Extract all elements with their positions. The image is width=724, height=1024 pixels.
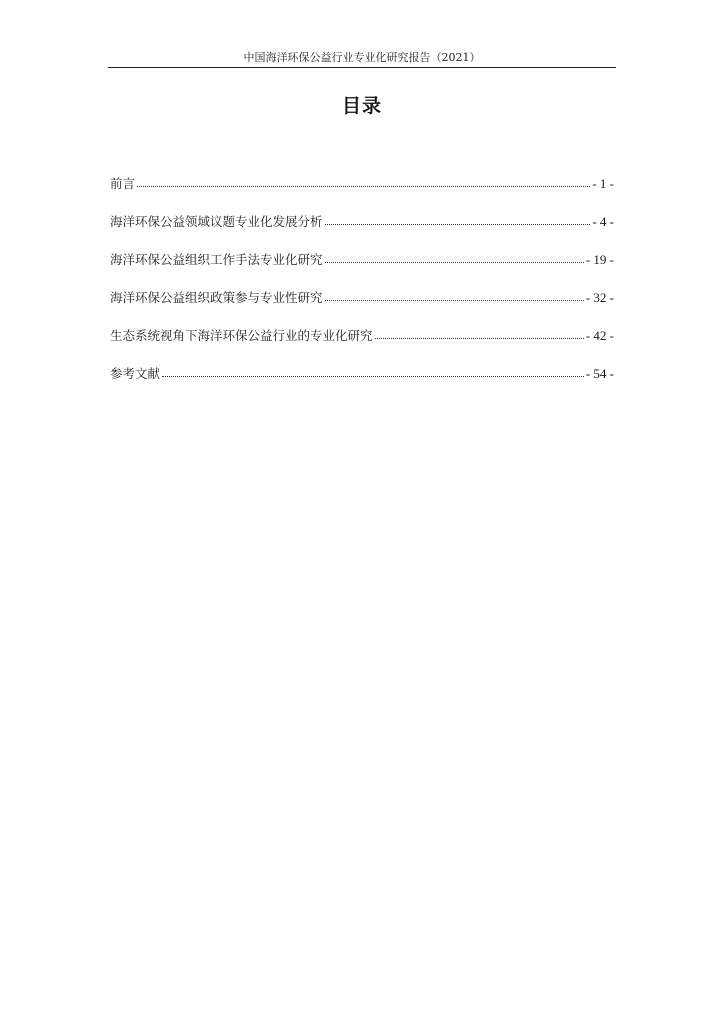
toc-dot-leader <box>325 249 584 263</box>
toc-entry-page: - 42 - <box>585 328 614 343</box>
toc-entry-page: - 32 - <box>585 290 614 305</box>
toc-entry-label: 海洋环保公益组织工作手法专业化研究 <box>110 252 323 267</box>
toc-entry-page: - 4 - <box>592 214 614 229</box>
toc-entry-label: 参考文献 <box>110 366 161 381</box>
toc-dot-leader <box>325 211 591 225</box>
toc-entry-label: 海洋环保公益领域议题专业化发展分析 <box>110 214 323 229</box>
toc-dot-leader <box>137 173 590 187</box>
toc-entry-references[interactable] <box>110 364 614 384</box>
toc-entry-label: 海洋环保公益组织政策参与专业性研究 <box>110 290 323 305</box>
header-rule <box>108 67 616 68</box>
toc-entry-preface[interactable] <box>110 174 614 194</box>
toc-entry-page: - 1 - <box>592 176 614 191</box>
toc-list <box>110 174 614 402</box>
toc-entry-ecosystem-perspective[interactable] <box>110 326 614 346</box>
toc-entry-page: - 19 - <box>585 252 614 267</box>
toc-entry-policy-participation[interactable] <box>110 288 614 308</box>
toc-dot-leader <box>162 363 584 377</box>
running-header: 中国海洋环保公益行业专业化研究报告（2021） <box>243 51 481 64</box>
toc-entry-label: 生态系统视角下海洋环保公益行业的专业化研究 <box>110 328 373 343</box>
toc-dot-leader <box>375 325 584 339</box>
toc-entry-topic-analysis[interactable] <box>110 212 614 232</box>
toc-title: 目录 <box>341 95 382 117</box>
toc-entry-page: - 54 - <box>585 366 614 381</box>
toc-entry-working-methods[interactable] <box>110 250 614 270</box>
toc-entry-label: 前言 <box>110 176 136 191</box>
toc-dot-leader <box>325 287 584 301</box>
